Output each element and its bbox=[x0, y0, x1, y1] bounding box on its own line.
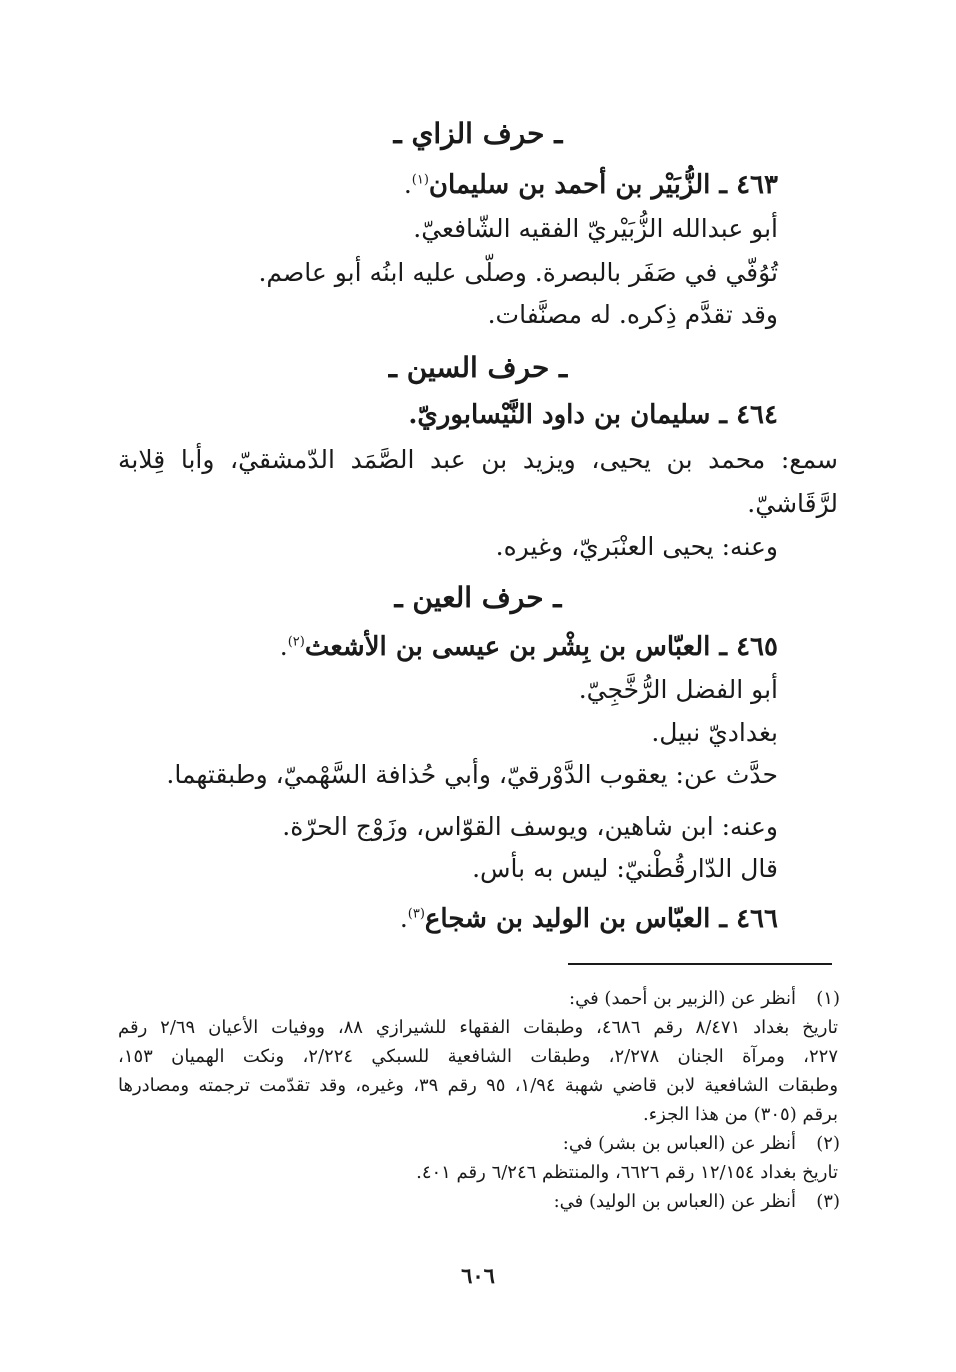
page-number: ٦٠٦ bbox=[461, 1263, 495, 1288]
section-heading-seen: ـ حرف السين ـ bbox=[388, 351, 568, 384]
footnote-2-line-1: أنظر عن (العباس بن بشر) في: bbox=[562, 1133, 796, 1154]
entry-463-kunya: أبو عبدالله الزُّبَيْريّ الفقيه الشّافعيّ. bbox=[413, 214, 778, 243]
entry-465-title-end: . bbox=[279, 632, 288, 661]
footnote-2-line-2: تاريخ بغداد ١٢/١٥٤ رقم ٦٦٢٦، والمنتظم ٦/٢٤٦ رقم ٤٠١. bbox=[416, 1162, 838, 1183]
entry-465-narrated-from: حدَّث عن: يعقوب الدَّوْرقيّ، وأبي حُذافة السَّهْميّ، وطبقتهما. bbox=[166, 760, 778, 789]
footnote-separator bbox=[568, 963, 832, 965]
entry-466-title: ٤٦٦ ـ العبّاس بن الوليد بن شجاع bbox=[424, 904, 778, 934]
entry-465-students: وعنه: ابن شاهين، ويوسف القوّاس، وزَوْج الحرّة. bbox=[282, 812, 778, 841]
footnote-1-line-2: تاريخ بغداد ٨/٤٧١ رقم ٤٦٨٦، وطبقات الفقهاء للشيرازي ٨٨، ووفيات الأعيان ٢/٦٩ رقم bbox=[118, 1017, 838, 1038]
footnote-3-line-1: أنظر عن (العباس بن الوليد) في: bbox=[553, 1191, 796, 1212]
footnote-ref-1: (١) bbox=[411, 172, 429, 188]
entry-465-title: ٤٦٥ ـ العبّاس بن بِشْر بن عيسى بن الأشعث bbox=[304, 632, 778, 662]
footnote-2-number: (٢) bbox=[816, 1133, 840, 1154]
section-heading-ayn: ـ حرف العين ـ bbox=[394, 581, 562, 614]
footnote-1-line-3: ٢٢٧، ومرآة الجنان ٢/٢٧٨، وطبقات الشافعية للسبكي ٢/٢٢٤، ونكت الهميان ١٥٣، bbox=[118, 1046, 838, 1067]
entry-465-title-line bbox=[280, 630, 778, 664]
entry-464-heard-cont: لرَّقَاشيّ. bbox=[747, 489, 838, 518]
footnote-3-number: (٣) bbox=[816, 1191, 840, 1212]
entry-465-origin: بغداديّ نبيل. bbox=[651, 718, 778, 747]
section-heading-zay: ـ حرف الزاي ـ bbox=[393, 117, 563, 150]
entry-463-title: ٤٦٣ ـ الزُّبَيْر بن أحمد بن سليمان bbox=[428, 170, 778, 200]
footnote-ref-3: (٣) bbox=[407, 906, 425, 922]
entry-464-title: ٤٦٤ ـ سليمان بن داود النَّيْسابوريّ. bbox=[408, 400, 778, 430]
entry-466-title-end: . bbox=[399, 904, 408, 933]
entry-466-title-line bbox=[400, 902, 778, 936]
footnote-1-line-5: برقم (٣٠٥) من هذا الجزء. bbox=[643, 1104, 838, 1125]
entry-463-title-line bbox=[404, 168, 778, 202]
footnote-1-line-1: أنظر عن (الزبير بن أحمد) في: bbox=[569, 988, 796, 1009]
entry-463-note: وقد تقدَّم ذِكره. له مصنَّفات. bbox=[487, 300, 778, 329]
entry-464-students: وعنه: يحيى العنْبَريّ، وغيره. bbox=[495, 532, 778, 561]
footnote-1-number: (١) bbox=[816, 988, 840, 1009]
entry-463-title-end: . bbox=[403, 170, 412, 199]
footnote-ref-2: (٢) bbox=[287, 634, 305, 650]
entry-463-death: تُوُفّي في صَفَر بالبصرة. وصلّى عليه ابنُه أبو عاصم. bbox=[258, 258, 778, 287]
footnote-1-line-4: وطبقات الشافعية لابن قاضي شهبة ١/٩٤، ٩٥ رقم ٣٩، وغيره، وقد تقدّمت ترجمته ومصادرها bbox=[118, 1075, 839, 1096]
entry-465-kunya: أبو الفضل الرُّخَّجِيّ. bbox=[578, 675, 778, 704]
entry-464-heard: سمع: محمد بن يحيى، ويزيد بن عبد الصَّمَد الدّمشقيّ، وأبا قِلابة bbox=[118, 445, 838, 474]
entry-465-assessment: قال الدّارقُطْنيّ: ليس به بأس. bbox=[472, 854, 778, 883]
